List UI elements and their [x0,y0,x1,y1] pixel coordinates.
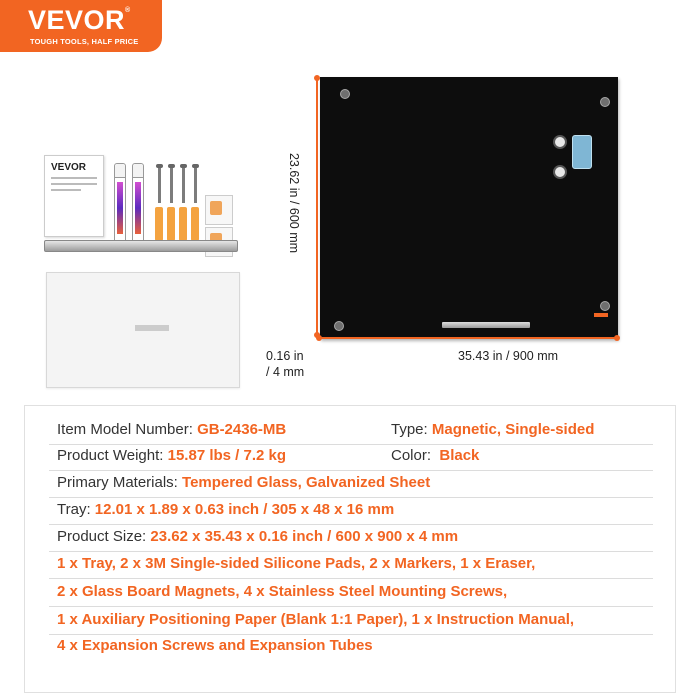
package-line: 1 x Tray, 2 x 3M Single-sided Silicone Pads, 2 x Markers, 1 x Eraser, [57,555,536,572]
board-tray-image [442,322,530,328]
magnet-icon [553,135,567,149]
logo-brand: VEVOR® [28,5,131,35]
mounting-stud-icon [600,97,610,107]
screw-image [170,167,173,203]
expansion-tube-image [155,207,163,241]
width-dimension-line [319,337,619,339]
spec-size: Product Size: 23.62 x 35.43 x 0.16 inch / 600 x 900 x 4 mm [57,528,459,545]
package-line: 1 x Auxiliary Positioning Paper (Blank 1:1 Paper), 1 x Instruction Manual, [57,611,575,628]
spec-tray: Tray: 12.01 x 1.89 x 0.63 inch / 305 x 48 x 16 mm [57,501,395,518]
eraser-icon [572,135,592,169]
spec-type: Type: Magnetic, Single-sided [391,421,595,438]
marker-image [132,163,144,243]
spec-color: Color: Black [391,447,480,464]
silicone-pad-image [205,195,233,225]
mounting-stud-icon [334,321,344,331]
tray-image [44,240,238,252]
thickness-dimension-label: 0.16 in / 4 mm [266,349,305,379]
height-dimension-label: 23.62 in / 600 mm [287,152,301,254]
mounting-stud-icon [340,89,350,99]
spec-weight: Product Weight: 15.87 lbs / 7.2 kg [57,447,287,464]
positioning-paper-image [46,272,240,388]
package-line: 4 x Expansion Screws and Expansion Tubes [57,637,373,654]
screw-image [194,167,197,203]
screw-image [158,167,161,203]
height-dimension-line [316,78,318,336]
expansion-tube-image [167,207,175,241]
instruction-manual-image [44,155,104,237]
logo-tagline: TOUGH TOOLS, HALF PRICE [30,37,139,46]
marker-image [114,163,126,243]
expansion-tube-image [179,207,187,241]
spec-materials: Primary Materials: Tempered Glass, Galvanized Sheet [57,474,431,491]
expansion-tube-image [191,207,199,241]
vevor-logo [0,0,162,52]
specifications-panel [24,405,676,693]
board-logo-icon [594,313,608,317]
mounting-stud-icon [600,301,610,311]
package-line: 2 x Glass Board Magnets, 4 x Stainless Steel Mounting Screws, [57,583,508,600]
magnet-icon [553,165,567,179]
glass-board-image [320,77,618,339]
screw-image [182,167,185,203]
spec-model: Item Model Number: GB-2436-MB [57,421,287,438]
manual-title: VEVOR [51,162,87,173]
width-dimension-label: 35.43 in / 900 mm [458,349,559,363]
